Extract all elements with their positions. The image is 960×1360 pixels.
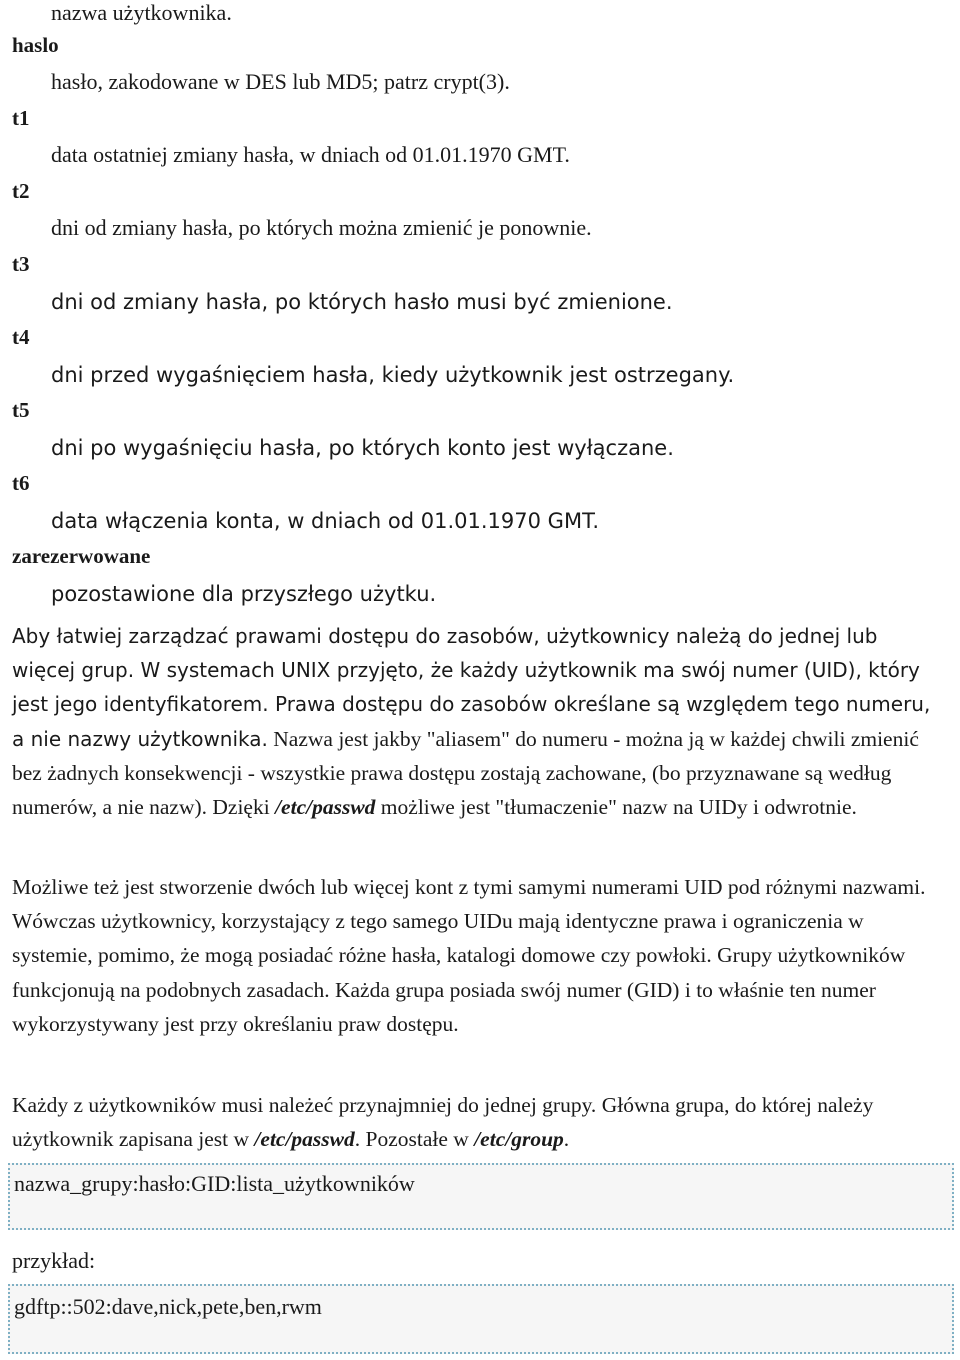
paragraph-text: możliwe jest "tłumaczenie" nazw na UIDy i odwrotnie. [375, 795, 857, 820]
definition-term: t6 [12, 471, 30, 495]
paragraph-groups [12, 1088, 942, 1156]
paragraph-gid [12, 870, 942, 1041]
definition-desc: dni po wygaśnięciu hasła, po których konto jest wyłączane. [51, 436, 674, 460]
definition-desc: data włączenia konta, w dniach od 01.01.1970 GMT. [51, 509, 600, 533]
definition-term: t4 [12, 325, 30, 349]
paragraph-text: Prawa dostępu do zasobów określane są względem tego numeru, a nie nazwy użytkownika. [12, 692, 931, 751]
definition-desc: nazwa użytkownika. [51, 0, 232, 25]
code-text: nazwa_grupy:hasło:GID:lista_użytkowników [14, 1171, 415, 1196]
paragraph-text: Możliwe też jest stworzenie dwóch lub więcej kont z tymi samymi numerami UID pod różnymi nazwami. Wówczas użytkownicy, korzystający z tego samego UIDu mają identyczne prawa i ograniczenia w systemie, pomimo, że mogą posiadać różne hasła, katalogi domowe czy powłoki. Grupy użytkowników funkcjonują na podobnych zasadach. Każda grupa posiada swój numer (GID) i to właśnie ten numer wykorzystywany jest przy określaniu praw dostępu. [12, 875, 926, 1036]
definition-term: t3 [12, 252, 30, 276]
definition-desc: dni od zmiany hasła, po których można zmienić je ponownie. [51, 215, 592, 240]
file-path: /etc/passwd [275, 795, 376, 820]
paragraph-text: . [563, 1127, 570, 1152]
paragraph-text: Aby łatwiej zarządzać prawami dostępu do zasobów, użytkownicy należą do jednej lub więcej grup. [12, 624, 878, 683]
paragraph-text: Każdy z użytkowników musi należeć przynajmniej do jednej grupy. [12, 1093, 597, 1117]
definition-term: zarezerwowane [12, 544, 151, 568]
paragraph-text: Nazwa jest jakby "aliasem" do numeru - można ją w każdej chwili zmienić bez żadnych konsekwencji - wszystkie prawa dostępu zostają zachowane, (bo przyznawane są według numerów, a nie nazw). [12, 726, 919, 820]
example-label: przykład: [12, 1248, 96, 1273]
definition-term: t5 [12, 398, 30, 422]
definition-term: t1 [12, 106, 30, 130]
definition-desc: hasło, zakodowane w DES lub MD5; patrz crypt(3). [51, 69, 510, 94]
definition-term: t2 [12, 179, 30, 203]
definition-term: haslo [12, 33, 59, 57]
code-block-example [8, 1284, 954, 1354]
code-text: gdftp::502:dave,nick,pete,ben,rwm [14, 1294, 322, 1319]
definition-desc: pozostawione dla przyszłego użytku. [51, 582, 437, 606]
paragraph-text: . Pozostałe w [354, 1127, 475, 1152]
paragraph-text: Główna grupa, do której należy użytkownik zapisana jest w [12, 1093, 874, 1152]
paragraph-uid [12, 619, 942, 824]
paragraph-text: W systemach UNIX przyjęto, że każdy użytkownik ma swój numer (UID), który jest jego identyfikatorem. [12, 658, 920, 717]
definition-desc: dni od zmiany hasła, po których hasło musi być zmienione. [51, 290, 673, 314]
file-path: /etc/group [474, 1127, 564, 1152]
definition-desc: data ostatniej zmiany hasła, w dniach od 01.01.1970 GMT. [51, 142, 570, 167]
paragraph-text: Dzięki [207, 795, 276, 820]
file-path: /etc/passwd [254, 1127, 355, 1152]
definition-desc: dni przed wygaśnięciem hasła, kiedy użytkownik jest ostrzegany. [51, 363, 735, 387]
code-block-format [8, 1163, 954, 1230]
